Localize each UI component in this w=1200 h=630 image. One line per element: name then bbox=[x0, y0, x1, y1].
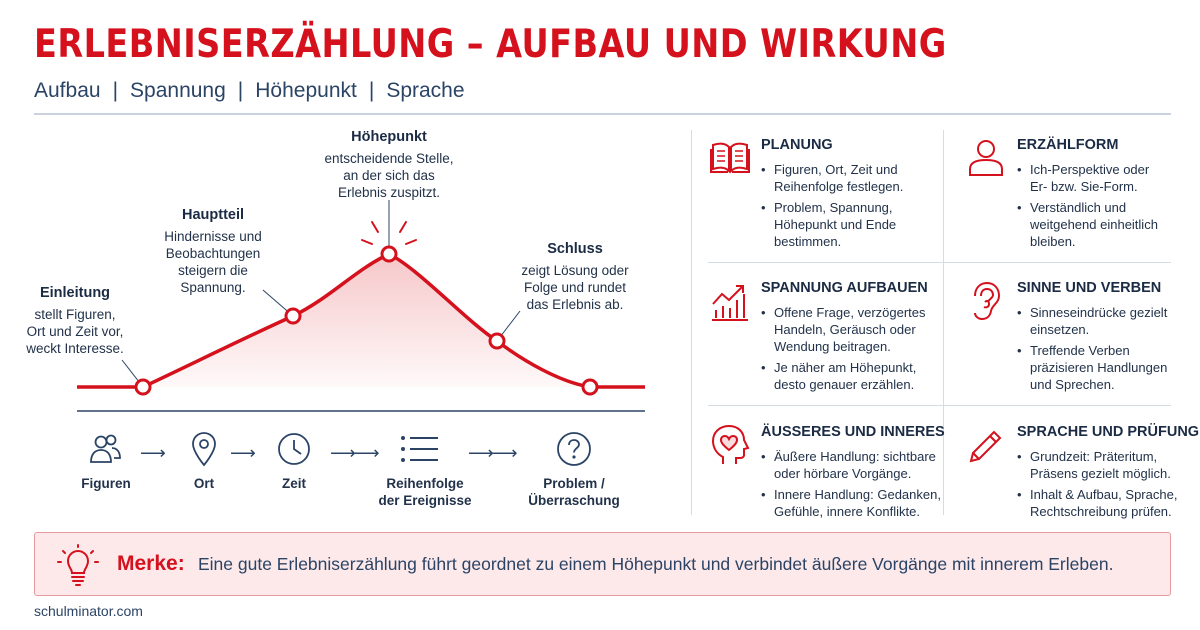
footer-brand: schulminator.com bbox=[34, 603, 143, 619]
label-einleitung-heading: Einleitung bbox=[39, 285, 111, 301]
bullet-item: • Äußere Handlung: sichtbare oder hörbare Vorgänge. bbox=[761, 448, 941, 482]
card-bullets bbox=[1017, 448, 1177, 524]
label-line: an der sich das bbox=[343, 168, 435, 183]
merke-text: Eine gute Erlebniserzählung führt geordnet zu einem Höhepunkt und verbindet äußere Vorgänge mit innerem Erleben. bbox=[198, 554, 1114, 574]
label-hoehepunkt bbox=[314, 129, 464, 201]
list-icon bbox=[400, 434, 440, 464]
bullet-item: • Ich-Perspektive oder Er- bzw. Sie-Form. bbox=[1017, 161, 1158, 195]
bullet-item: • Je näher am Höhepunkt, desto genauer erzählen. bbox=[761, 359, 926, 393]
question-icon bbox=[556, 431, 592, 467]
label-line: Erlebnis zuspitzt. bbox=[337, 185, 441, 200]
label-line: stellt Figuren, bbox=[34, 307, 116, 322]
bullet-item: • Verständlich und weitgehend einheitlich bleiben. bbox=[1017, 199, 1158, 250]
step-label: Reihenfolge bbox=[386, 476, 464, 491]
person-icon bbox=[965, 137, 1007, 179]
people-icon bbox=[88, 433, 122, 465]
step-problem bbox=[514, 475, 634, 509]
topic-hoehepunkt: Höhepunkt bbox=[255, 79, 357, 102]
label-line: Beobachtungen bbox=[165, 246, 261, 261]
label-line: zeigt Lösung oder bbox=[521, 263, 629, 278]
arrow-right-icon: ⟶⟶ bbox=[468, 443, 516, 463]
arrow-right-icon: ⟶ bbox=[140, 443, 166, 463]
label-hauptteil bbox=[148, 207, 278, 296]
step-label: Überraschung bbox=[528, 493, 620, 508]
label-line: das Erlebnis ab. bbox=[526, 297, 624, 312]
label-schluss bbox=[506, 241, 644, 313]
step-reihenfolge bbox=[365, 475, 485, 509]
arrow-right-icon: ⟶ bbox=[230, 443, 256, 463]
step-ort bbox=[164, 475, 244, 492]
card-bullets bbox=[761, 161, 903, 254]
row-divider bbox=[708, 405, 1171, 406]
bullet-item: • Offene Frage, verzögertes Handeln, Geräusch oder Wendung beitragen. bbox=[761, 304, 926, 355]
topic-separator: | bbox=[112, 79, 119, 102]
card-bullets bbox=[761, 304, 926, 397]
label-line: Hindernisse und bbox=[164, 229, 262, 244]
card-title: SINNE UND VERBEN bbox=[1017, 280, 1162, 296]
topic-separator: | bbox=[368, 79, 375, 102]
label-line: weckt Interesse. bbox=[26, 341, 124, 356]
lightbulb-icon bbox=[57, 543, 99, 587]
step-label: der Ereignisse bbox=[378, 493, 472, 508]
subtitle-topics bbox=[34, 79, 465, 103]
rising-chart-icon bbox=[709, 280, 751, 322]
point-hoehepunkt bbox=[382, 247, 396, 261]
head-heart-icon bbox=[709, 424, 751, 466]
row-divider bbox=[708, 262, 1171, 263]
step-label: Figuren bbox=[81, 476, 131, 491]
point-end bbox=[583, 380, 597, 394]
pencil-icon bbox=[965, 424, 1007, 466]
ear-icon bbox=[965, 280, 1007, 322]
card-title: ERZÄHLFORM bbox=[1017, 137, 1119, 153]
point-einleitung bbox=[136, 380, 150, 394]
clock-icon bbox=[277, 432, 311, 466]
card-bullets bbox=[1017, 161, 1158, 254]
topic-spannung: Spannung bbox=[130, 79, 226, 102]
merke-callout bbox=[34, 532, 1171, 596]
bullet-item: • Grundzeit: Präteritum, Präsens gezielt möglich. bbox=[1017, 448, 1177, 482]
location-pin-icon bbox=[190, 431, 218, 467]
label-hauptteil-heading: Hauptteil bbox=[181, 207, 245, 223]
bullet-item: • Figuren, Ort, Zeit und Reihenfolge festlegen. bbox=[761, 161, 903, 195]
step-zeit bbox=[254, 475, 334, 492]
step-label: Ort bbox=[193, 476, 215, 491]
column-divider bbox=[943, 130, 944, 515]
label-line: Folge und rundet bbox=[523, 280, 627, 295]
arrow-right-icon: ⟶⟶ bbox=[330, 443, 378, 463]
topic-separator: | bbox=[237, 79, 244, 102]
page-title: ERLEBNISERZÄHLUNG – AUFBAU UND WIRKUNG bbox=[34, 22, 947, 67]
point-schluss bbox=[490, 334, 504, 348]
bullet-item: • Sinneseindrücke gezielt einsetzen. bbox=[1017, 304, 1167, 338]
label-schluss-heading: Schluss bbox=[547, 241, 603, 257]
step-label: Problem / bbox=[543, 476, 605, 491]
section-divider bbox=[691, 130, 692, 515]
bullet-item: • Innere Handlung: Gedanken, Gefühle, innere Konflikte. bbox=[761, 486, 941, 520]
step-label: Zeit bbox=[281, 476, 306, 491]
label-hoehepunkt-heading: Höhepunkt bbox=[351, 129, 427, 145]
label-line: steigern die bbox=[178, 263, 248, 278]
bullet-item: • Problem, Spannung, Höhepunkt und Ende bestimmen. bbox=[761, 199, 903, 250]
card-bullets bbox=[1017, 304, 1167, 397]
bullet-item: • Treffende Verben präzisieren Handlungen und Sprechen. bbox=[1017, 342, 1167, 393]
label-line: entscheidende Stelle, bbox=[324, 151, 454, 166]
label-line: Ort und Zeit vor, bbox=[26, 324, 124, 339]
step-figuren bbox=[66, 475, 146, 492]
card-bullets bbox=[761, 448, 941, 524]
card-title: PLANUNG bbox=[761, 137, 833, 153]
card-title: SPANNUNG AUFBAUEN bbox=[761, 280, 928, 296]
card-title: ÄUSSERES UND INNERES bbox=[761, 424, 945, 440]
card-title: SPRACHE UND PRÜFUNG bbox=[1017, 424, 1200, 440]
topic-sprache: Sprache bbox=[386, 79, 465, 102]
point-hauptteil bbox=[286, 309, 300, 323]
bullet-item: • Inhalt & Aufbau, Sprache, Rechtschreibung prüfen. bbox=[1017, 486, 1177, 520]
label-einleitung bbox=[10, 285, 140, 357]
book-icon bbox=[709, 137, 751, 179]
label-line: Spannung. bbox=[180, 280, 246, 295]
merke-label: Merke: bbox=[117, 552, 185, 575]
topic-aufbau: Aufbau bbox=[34, 79, 101, 102]
